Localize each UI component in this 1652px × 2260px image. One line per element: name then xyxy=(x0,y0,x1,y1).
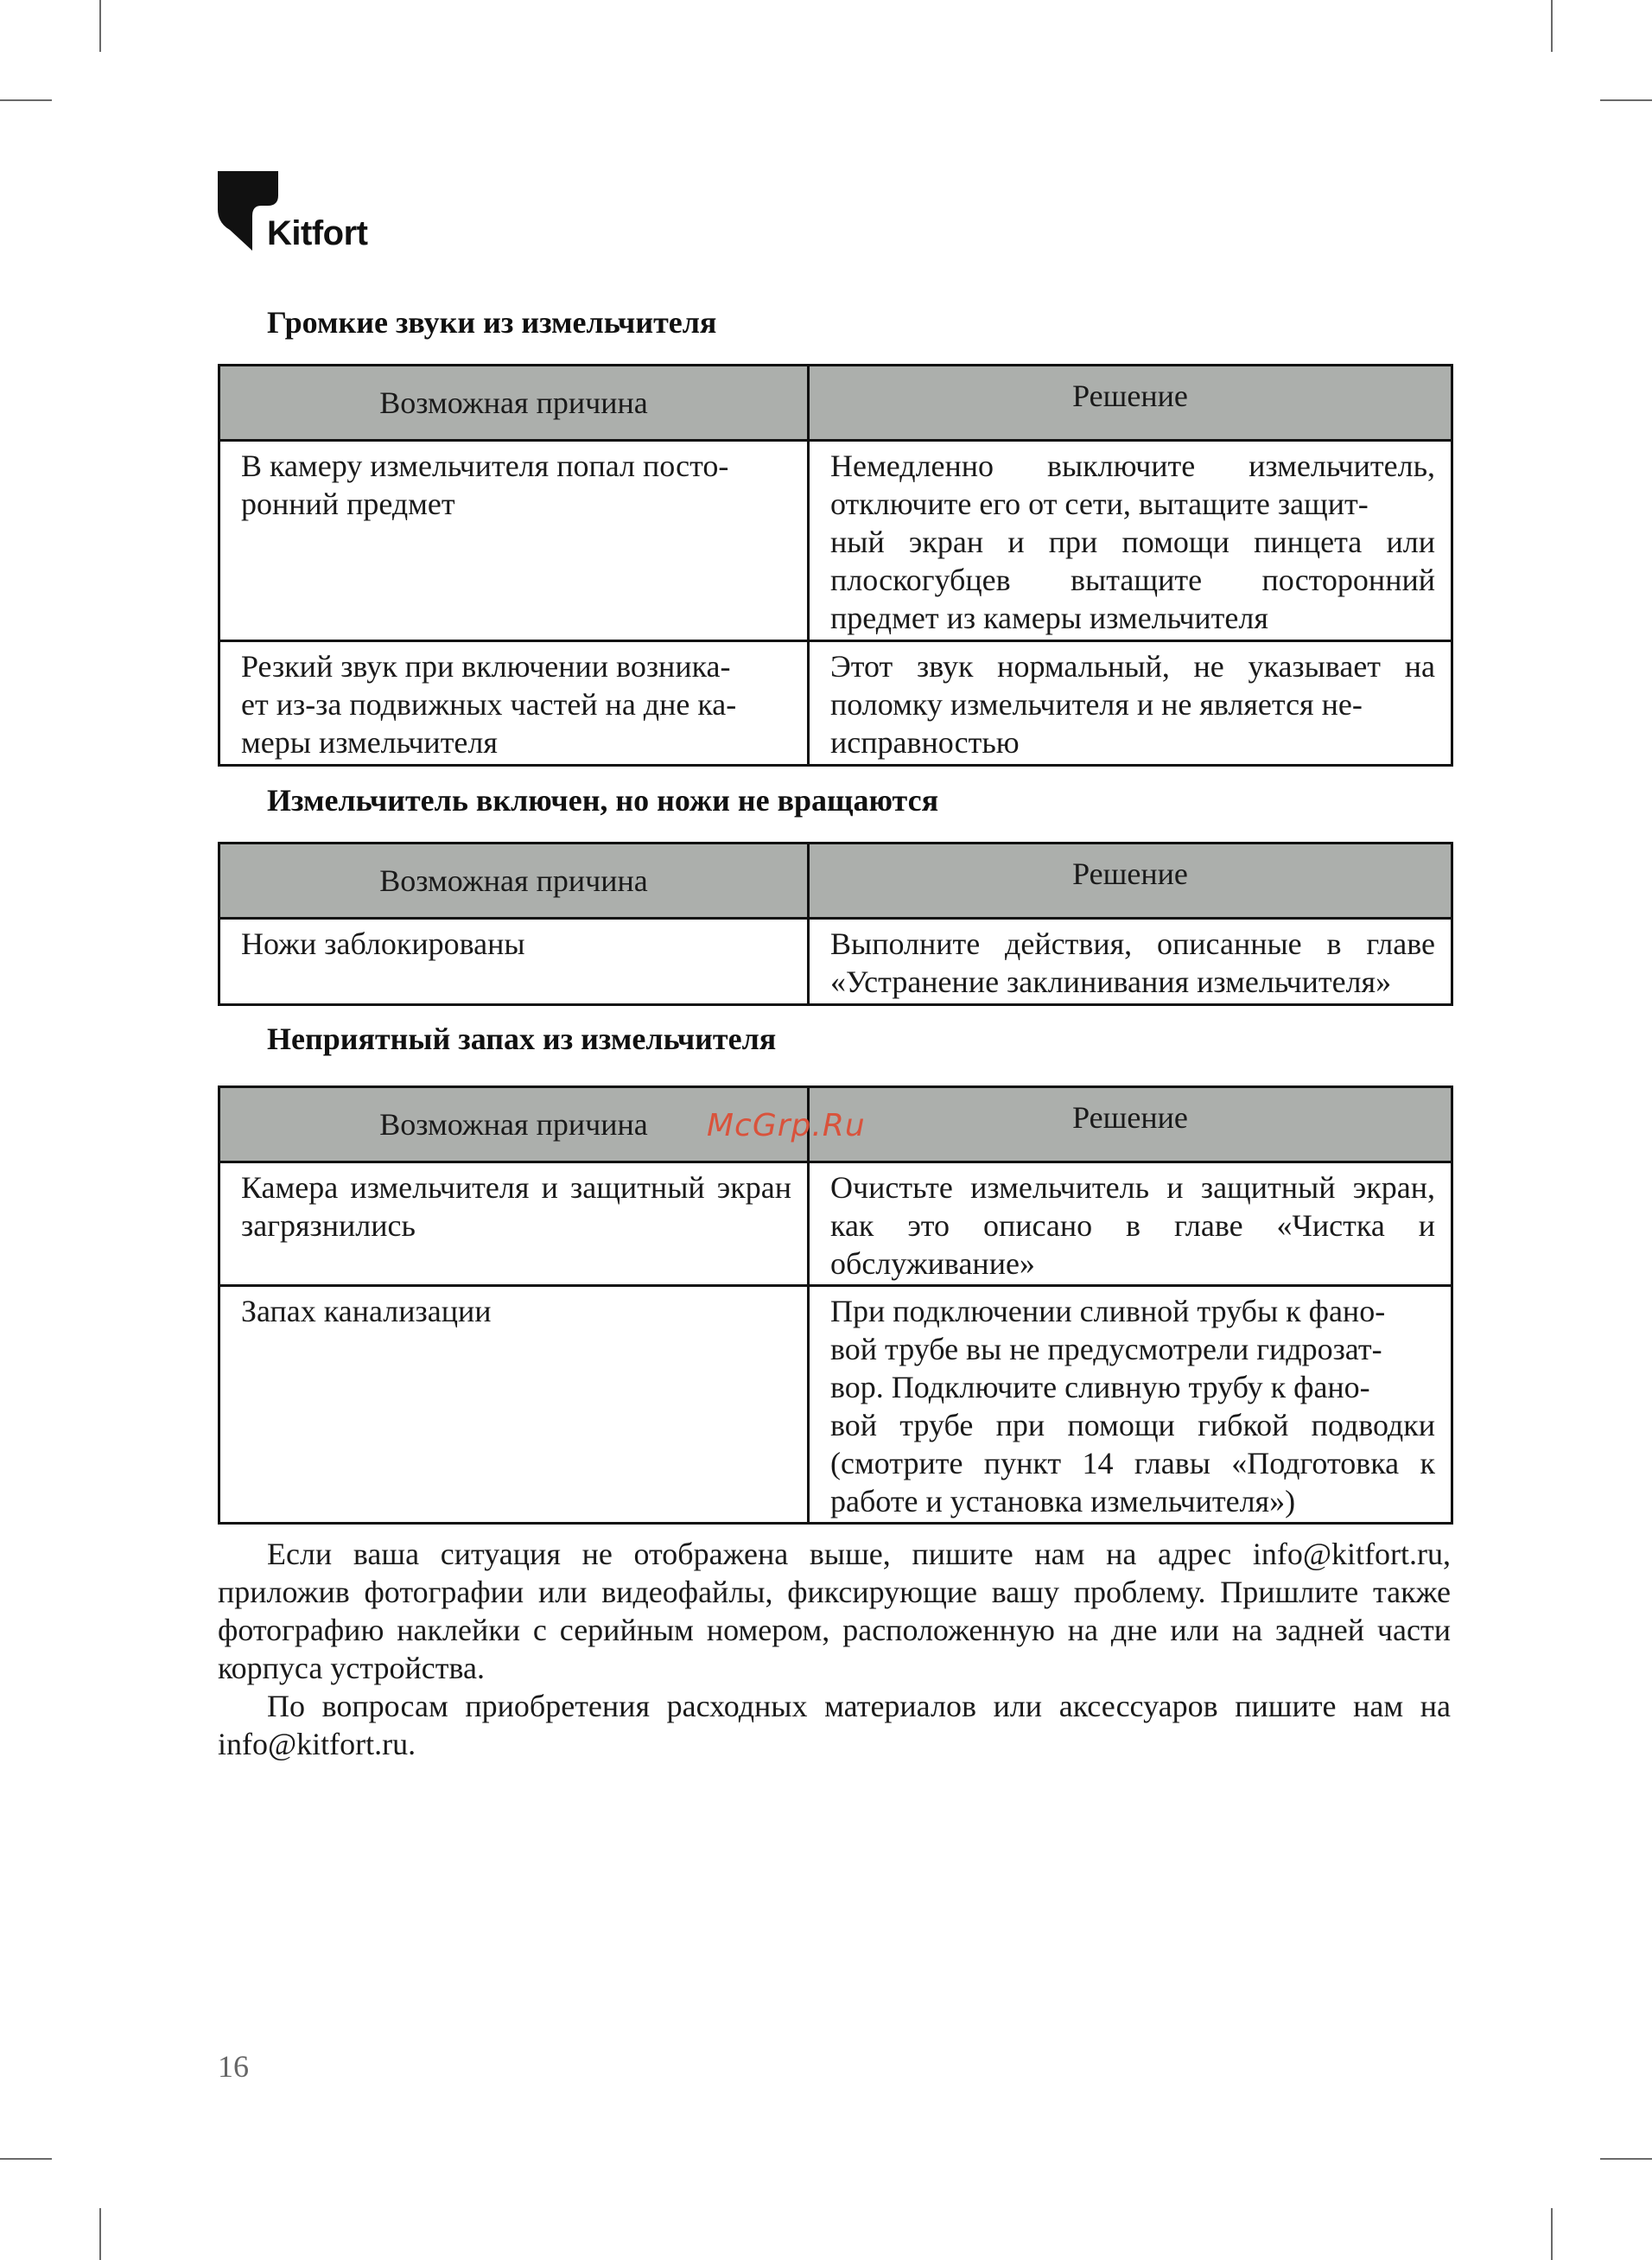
table-header-row xyxy=(219,844,1452,919)
crop-mark-bottom-left-h xyxy=(0,2158,52,2160)
crop-mark-top-left xyxy=(99,0,101,52)
header-solution: Решение xyxy=(809,366,1452,441)
crop-mark-top-right xyxy=(1551,0,1553,52)
page-number: 16 xyxy=(218,2049,249,2084)
header-solution: Решение xyxy=(809,844,1452,919)
crop-mark-bottom-right-h xyxy=(1600,2158,1652,2160)
crop-mark-bottom-right xyxy=(1551,2208,1553,2260)
crop-mark-bottom-left xyxy=(99,2208,101,2260)
table-row xyxy=(219,1286,1452,1524)
crop-mark-top-left-h xyxy=(0,99,52,101)
cell-solution: При подключении сливной трубы к фано- вой трубе вы не предусмотрели гидрозат- вор. Подключите сливную трубу к фано- вой трубе при помощи гибкой подводки (смотрите пункт 14 главы «Подготовка к работе и установка измельчителя») xyxy=(809,1286,1452,1524)
table-row xyxy=(219,441,1452,641)
table-row xyxy=(219,919,1452,1005)
table-row xyxy=(219,641,1452,766)
cell-cause: Запах канализации xyxy=(219,1286,809,1524)
cell-solution: Немедленно выключите измельчитель, отключите его от сети, вытащите защит- ный экран и при помощи пинцета или плоскогубцев вытащите посторонний предмет из камеры измельчителя xyxy=(809,441,1452,641)
table-row xyxy=(219,1162,1452,1286)
table-header-row xyxy=(219,366,1452,441)
troubleshooting-table-smell xyxy=(218,1085,1453,1525)
header-cause: Возможная причина xyxy=(219,844,809,919)
cell-solution: Этот звук нормальный, не указывает на поломку измельчителя и не является не- исправностью xyxy=(809,641,1452,766)
brand-logo xyxy=(218,171,391,258)
header-cause: Возможная причина xyxy=(219,1087,809,1162)
cell-cause: Резкий звук при включении возника- ет из-за подвижных частей на дне ка- меры измельчителя xyxy=(219,641,809,766)
troubleshooting-table-loud-noise xyxy=(218,364,1453,767)
header-solution: Решение xyxy=(809,1087,1452,1162)
crop-mark-top-right-h xyxy=(1600,99,1652,101)
section-title-loud-noise: Громкие звуки из измельчителя xyxy=(267,305,717,340)
section-title-unpleasant-smell: Неприятный запах из измельчителя xyxy=(267,1022,777,1056)
accessories-paragraph: По вопросам приобретения расходных материалов или аксессуаров пишите нам на info@kitfort.ru. xyxy=(218,1689,1451,1761)
cell-cause: В камеру измельчителя попал посто- ронний предмет xyxy=(219,441,809,641)
section-title-knives-not-rotating: Измельчитель включен, но ножи не вращаются xyxy=(267,783,939,818)
watermark: McGrp.Ru xyxy=(707,1108,866,1143)
contact-paragraph: Если ваша ситуация не отображена выше, пишите нам на адрес info@kitfort.ru, приложив фотографии или видеофайлы, фиксирующие вашу проблему. Пришлите также фотографию наклейки с серийным номером, расположенную на дне или на задней части корпуса устройства. xyxy=(218,1537,1451,1685)
cell-solution: Выполните действия, описанные в главе «Устранение заклинивания измельчителя» xyxy=(809,919,1452,1005)
troubleshooting-table-knives xyxy=(218,842,1453,1006)
header-cause: Возможная причина xyxy=(219,366,809,441)
brand-name: Kitfort xyxy=(267,214,368,252)
cell-cause: Камера измельчителя и защитный экран загрязнились xyxy=(219,1162,809,1286)
cell-solution: Очистьте измельчитель и защитный экран, как это описано в главе «Чистка и обслуживание» xyxy=(809,1162,1452,1286)
cell-cause: Ножи заблокированы xyxy=(219,919,809,1005)
